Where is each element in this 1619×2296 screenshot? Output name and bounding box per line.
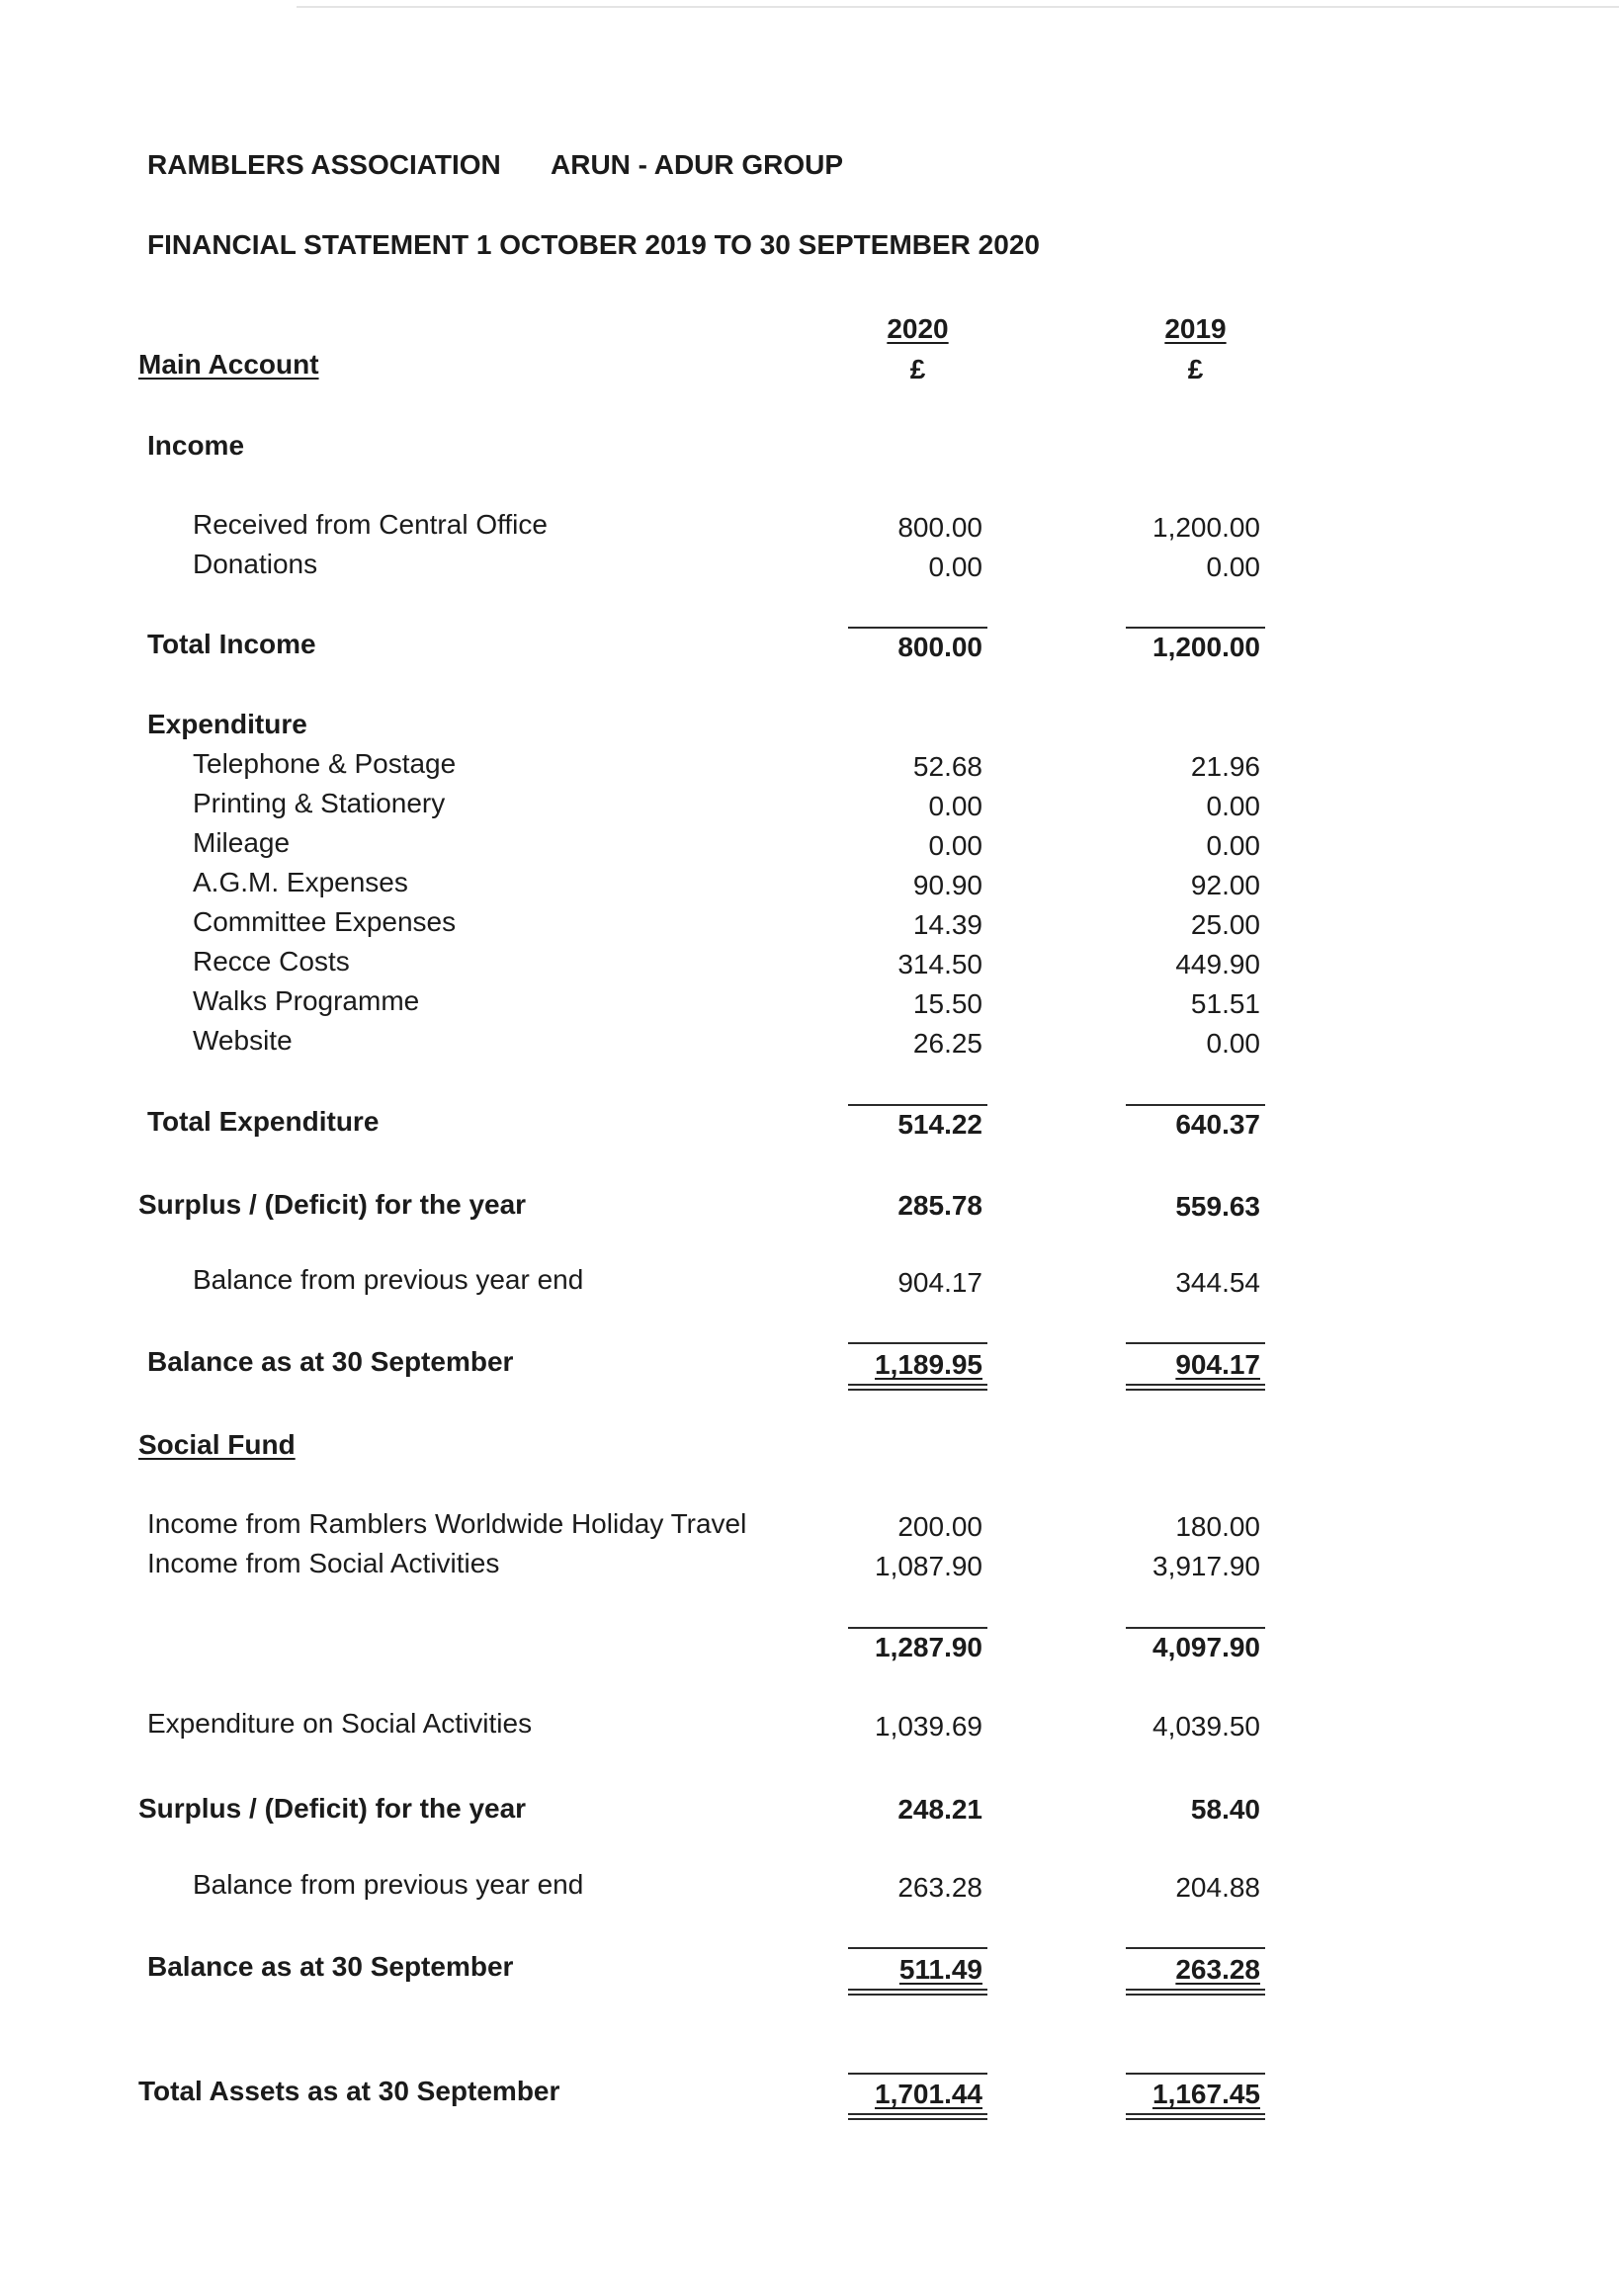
income-item-2019: 0.00 [1206,552,1260,582]
main-account-title: Main Account [138,349,319,380]
expenditure-item-2019: 0.00 [1206,830,1260,861]
expenditure-item-2020: 314.50 [897,949,982,979]
main-balance-prev-label: Balance from previous year end [193,1264,584,1295]
column-year-2019: 2019 [1164,313,1227,344]
income-item-label: Received from Central Office [193,509,548,540]
total-expenditure-2019: 640.37 [1175,1109,1260,1140]
expenditure-item-label: Printing & Stationery [193,788,446,818]
rule-line [848,1342,987,1344]
rule-line [1126,627,1265,629]
expenditure-item-2019: 21.96 [1190,751,1260,782]
expenditure-item-label: Recce Costs [193,946,350,977]
group-name: ARUN - ADUR GROUP [551,149,844,180]
social-balance-prev-label: Balance from previous year end [193,1869,584,1900]
rule-line [1126,1104,1265,1106]
expenditure-item-label: A.G.M. Expenses [193,867,408,897]
social-expenditure-2019: 4,039.50 [1152,1711,1260,1742]
rule-line [1126,2073,1265,2075]
rule-line [848,1104,987,1106]
main-balance-prev-2019: 344.54 [1175,1267,1260,1298]
social-balance-prev-2020: 263.28 [897,1872,982,1903]
social-subtotal-2019: 4,097.90 [1152,1632,1260,1662]
statement-title: FINANCIAL STATEMENT 1 OCTOBER 2019 TO 30 SEPTEMBER 2020 [147,229,1040,260]
rule-line [1126,1342,1265,1344]
income-item-2019: 1,200.00 [1152,512,1260,543]
main-surplus-label: Surplus / (Deficit) for the year [138,1189,527,1220]
social-income-2019: 180.00 [1175,1511,1260,1542]
social-income-label: Income from Ramblers Worldwide Holiday Travel [147,1508,747,1539]
total-expenditure-label: Total Expenditure [147,1106,380,1137]
expenditure-item-2019: 449.90 [1175,949,1260,979]
main-balance-2019: 904.17 [1175,1349,1260,1380]
expenditure-item-2020: 0.00 [928,791,982,821]
expenditure-item-2020: 26.25 [912,1028,982,1059]
double-rule [1126,1384,1265,1391]
total-assets-2020: 1,701.44 [875,2079,982,2109]
expenditure-item-2019: 92.00 [1190,870,1260,900]
social-surplus-label: Surplus / (Deficit) for the year [138,1793,527,1824]
scan-edge-line [297,6,1619,8]
total-assets-label: Total Assets as at 30 September [138,2076,560,2106]
social-surplus-2020: 248.21 [897,1794,982,1825]
social-surplus-2019: 58.40 [1190,1794,1260,1825]
main-surplus-2020: 285.78 [897,1190,982,1221]
expenditure-item-2019: 25.00 [1190,909,1260,940]
social-income-2020: 1,087.90 [875,1551,982,1581]
income-item-2020: 800.00 [897,512,982,543]
total-income-2019: 1,200.00 [1152,632,1260,662]
expenditure-item-2020: 15.50 [912,988,982,1019]
income-item-label: Donations [193,549,318,579]
expenditure-item-2019: 0.00 [1206,791,1260,821]
double-rule [848,2113,987,2120]
main-surplus-2019: 559.63 [1175,1191,1260,1222]
main-balance-2020: 1,189.95 [875,1349,982,1380]
total-income-2020: 800.00 [897,632,982,662]
social-subtotal-2020: 1,287.90 [875,1632,982,1662]
income-heading: Income [147,430,245,461]
main-balance-prev-2020: 904.17 [897,1267,982,1298]
expenditure-item-2020: 90.90 [912,870,982,900]
expenditure-item-2019: 51.51 [1190,988,1260,1019]
social-balance-prev-2019: 204.88 [1175,1872,1260,1903]
social-balance-label: Balance as at 30 September [147,1951,514,1982]
social-expenditure-label: Expenditure on Social Activities [147,1708,533,1739]
social-expenditure-2020: 1,039.69 [875,1711,982,1742]
social-fund-title: Social Fund [138,1429,296,1460]
social-income-2019: 3,917.90 [1152,1551,1260,1581]
double-rule [1126,1989,1265,1996]
expenditure-item-2020: 52.68 [912,751,982,782]
social-income-label: Income from Social Activities [147,1548,500,1578]
expenditure-item-label: Website [193,1025,293,1056]
column-currency-2020: £ [909,354,926,384]
expenditure-item-label: Committee Expenses [193,906,457,937]
expenditure-item-label: Mileage [193,827,291,858]
social-income-2020: 200.00 [897,1511,982,1542]
expenditure-item-label: Telephone & Postage [193,748,457,779]
total-assets-2019: 1,167.45 [1152,2079,1260,2109]
main-balance-label: Balance as at 30 September [147,1346,514,1377]
column-year-2020: 2020 [887,313,949,344]
double-rule [848,1384,987,1391]
expenditure-item-label: Walks Programme [193,985,420,1016]
total-expenditure-2020: 514.22 [897,1109,982,1140]
double-rule [1126,2113,1265,2120]
expenditure-item-2019: 0.00 [1206,1028,1260,1059]
rule-line [848,1627,987,1629]
column-currency-2019: £ [1187,354,1204,384]
rule-line [848,2073,987,2075]
expenditure-item-2020: 14.39 [912,909,982,940]
expenditure-heading: Expenditure [147,709,307,739]
org-name: RAMBLERS ASSOCIATION [147,149,501,180]
rule-line [848,627,987,629]
total-income-label: Total Income [147,629,316,659]
rule-line [1126,1627,1265,1629]
rule-line [1126,1947,1265,1949]
rule-line [848,1947,987,1949]
social-balance-2020: 511.49 [898,1954,982,1985]
social-balance-2019: 263.28 [1175,1954,1260,1985]
income-item-2020: 0.00 [928,552,982,582]
double-rule [848,1989,987,1996]
expenditure-item-2020: 0.00 [928,830,982,861]
